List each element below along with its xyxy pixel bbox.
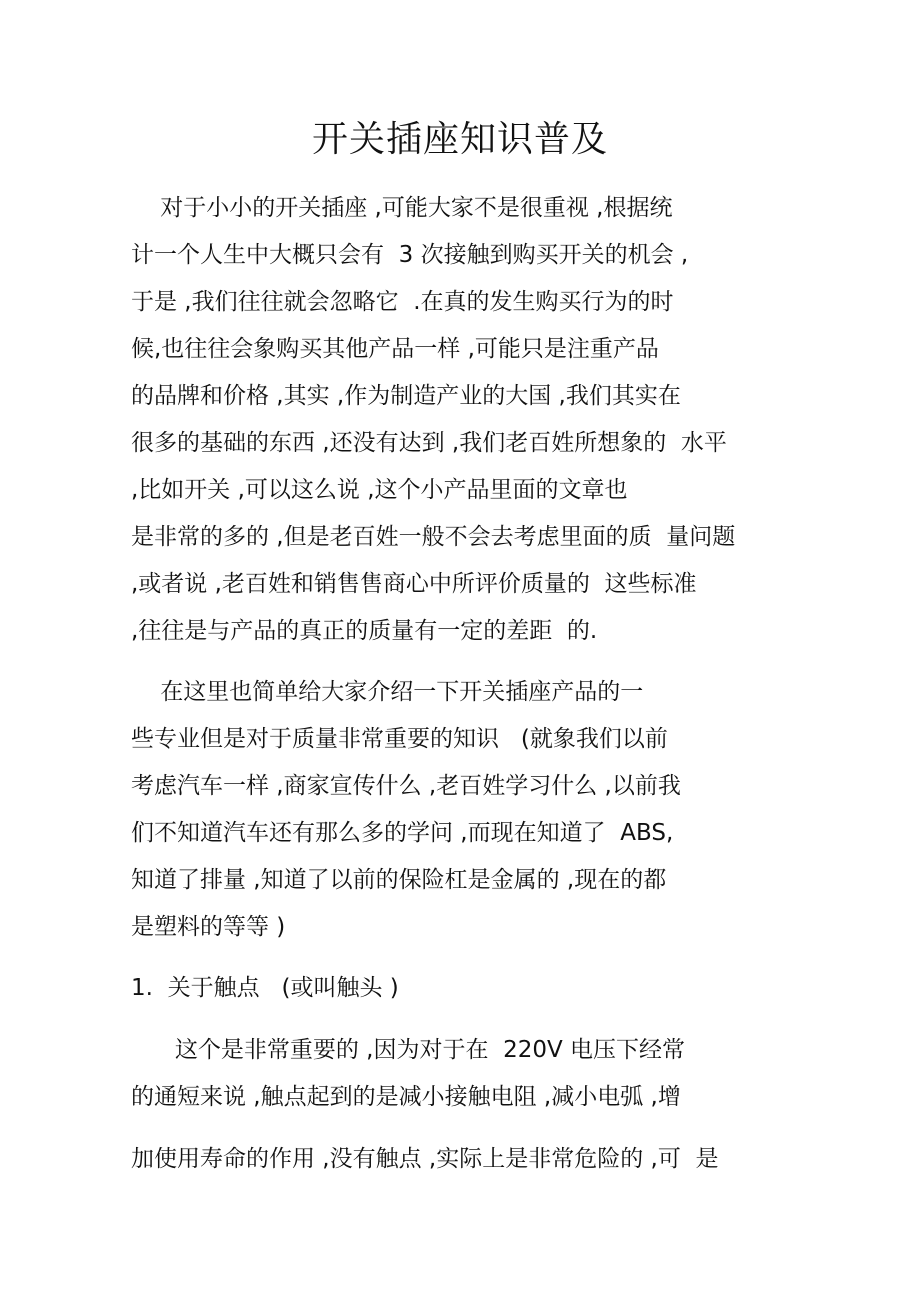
paragraph-1-line-9: ,或者说 ,老百姓和销售售商心中所评价质量的 这些标准 — [131, 571, 697, 597]
paragraph-3-line-2: 的通短来说 ,触点起到的是减小接触电阻 ,减小电弧 ,增 — [131, 1084, 681, 1110]
paragraph-1-line-7: ,比如开关 ,可以这么说 ,这个小产品里面的文章也 — [131, 477, 628, 503]
paragraph-2-line-2: 些专业但是对于质量非常重要的知识 (就象我们以前 — [131, 726, 668, 752]
paragraph-2-line-4: 们不知道汽车还有那么多的学问 ,而现在知道了 ABS, — [131, 820, 674, 846]
paragraph-1-line-3: 于是 ,我们往往就会忽略它 .在真的发生购买行为的时 — [131, 289, 674, 315]
paragraph-1-line-1: 对于小小的开关插座 ,可能大家不是很重视 ,根据统 — [131, 195, 673, 221]
paragraph-3-line-3: 加使用寿命的作用 ,没有触点 ,实际上是非常危险的 ,可 是 — [131, 1146, 719, 1172]
paragraph-1-line-4: 候,也往往会象购买其他产品一样 ,可能只是注重产品 — [131, 336, 659, 362]
page-title: 开关插座知识普及 — [311, 119, 608, 160]
paragraph-1-line-2: 计一个人生中大概只会有 3 次接触到购买开关的机会 , — [131, 242, 689, 268]
paragraph-2-line-3: 考虑汽车一样 ,商家宣传什么 ,老百姓学习什么 ,以前我 — [131, 773, 681, 799]
paragraph-2-line-6: 是塑料的等等 ) — [131, 914, 286, 940]
paragraph-1-line-10: ,往往是与产品的真正的质量有一定的差距 的. — [131, 618, 598, 644]
paragraph-1-line-5: 的品牌和价格 ,其实 ,作为制造产业的大国 ,我们其实在 — [131, 383, 681, 409]
section-heading-1: 1. 关于触点 (或叫触头 ) — [131, 975, 399, 1001]
paragraph-1-line-8: 是非常的多的 ,但是老百姓一般不会去考虑里面的质 量问题 — [131, 524, 736, 550]
paragraph-2-line-1: 在这里也简单给大家介绍一下开关插座产品的一 — [131, 679, 644, 705]
paragraph-3-line-1: 这个是非常重要的 ,因为对于在 220V 电压下经常 — [131, 1037, 686, 1063]
paragraph-1-line-6: 很多的基础的东西 ,还没有达到 ,我们老百姓所想象的 水平 — [131, 430, 727, 456]
paragraph-2-line-5: 知道了排量 ,知道了以前的保险杠是金属的 ,现在的都 — [131, 867, 667, 893]
